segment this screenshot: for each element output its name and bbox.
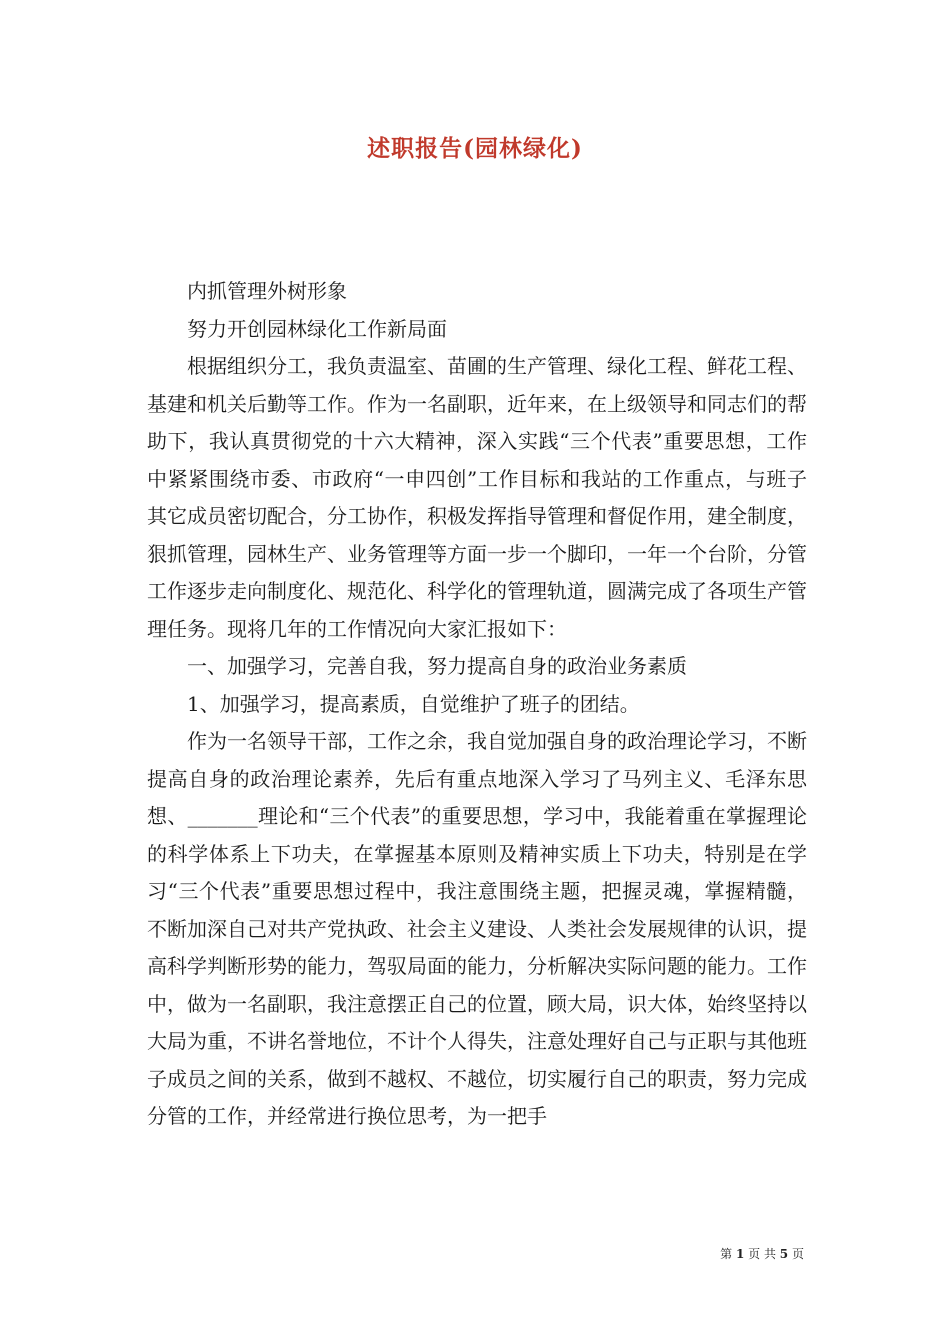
subtitle-line-2: 努力开创园林绿化工作新局面	[187, 316, 447, 341]
subtitle-line-1: 内抓管理外树形象	[187, 279, 347, 303]
body-paragraph: 作为一名领导干部，工作之余，我自觉加强自身的政治理论学习，不断提高自身的政治理论素养，先后有重点地深入学习了马列主义、毛泽东思想、_______理论和“三个代表”的重要思想，学习中，我能着重在掌握理论的科学体系上下功夫，在掌握基本原则及精神实质上下功夫，特别是在学习“三个代表”重要思想过程中，我注意围绕主题，把握灵魂，掌握精髓，不断加深自己对共产党执政、社会主义建设、人类社会发展规律的认识，提高科学判断形势的能力，驾驭局面的能力，分析解决实际问题的能力。工作中，做为一名副职，我注意摆正自己的位置，顾大局，识大体，始终坚持以大局为重，不讲名誉地位，不计个人得失，注意处理好自己与正职与其他班子成员之间的关系，做到不越权、不越位，切实履行自己的职责，努力完成分管的工作，并经常进行换位思考，为一把手	[147, 729, 807, 1128]
section-heading-1: 一、加强学习，完善自我，努力提高自身的政治业务素质	[187, 654, 687, 678]
subsection-heading-1-1: 1、加强学习，提高素质，自觉维护了班子的团结。	[187, 691, 640, 716]
current-page-number: 1	[735, 1247, 745, 1261]
footer-prefix: 第	[720, 1247, 733, 1261]
document-title: 述职报告(园林绿化)	[367, 135, 583, 162]
footer-middle: 页 共	[748, 1247, 776, 1261]
document-body	[147, 273, 807, 1136]
page-footer	[720, 1246, 804, 1262]
intro-paragraph: 根据组织分工，我负责温室、苗圃的生产管理、绿化工程、鲜花工程、基建和机关后勤等工作。作为一名副职，近年来，在上级领导和同志们的帮助下，我认真贯彻党的十六大精神，深入实践“三个代表”重要思想，工作中紧紧围绕市委、市政府“一申四创”工作目标和我站的工作重点，与班子其它成员密切配合，分工协作，积极发挥指导管理和督促作用，建全制度，狠抓管理，园林生产、业务管理等方面一步一个脚印，一年一个台阶，分管工作逐步走向制度化、规范化、科学化的管理轨道，圆满完成了各项生产管理任务。现将几年的工作情况向大家汇报如下：	[147, 354, 807, 641]
total-page-number: 5	[779, 1247, 789, 1261]
footer-suffix: 页	[791, 1247, 804, 1261]
